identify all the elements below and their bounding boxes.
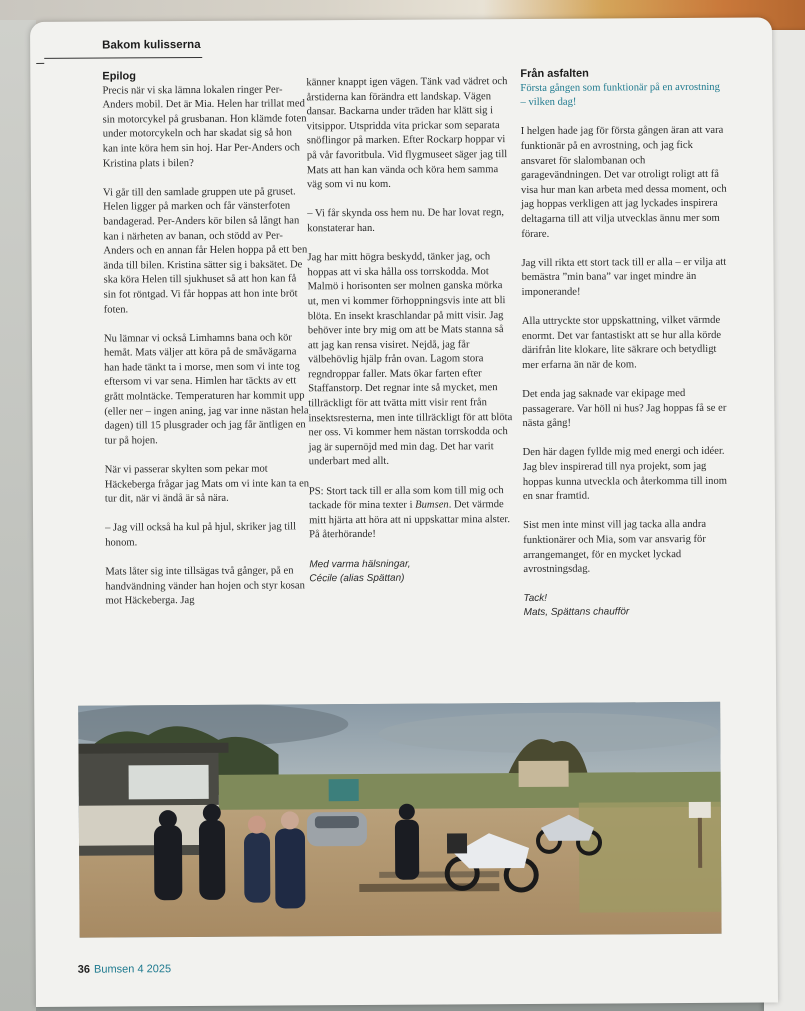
column-fran-asfalten (520, 66, 729, 621)
paragraph: Nu lämnar vi också Limhamns bana och kör hemåt. Mats väljer att köra på de småvägarna han hade tänkt ta i morse, men som vi inte tog eftersom vi var sena. Himlen har täckts av ett grått molntäcke. Temperaturen har kommit upp (eller ner – ingen aning, jag var inne nästan hela dagen) till 15 plusgrader och jag får äntligen en tur på hojen. (103, 332, 309, 447)
photo-motorcycle-track (78, 702, 721, 938)
article-heading-epilog: Epilog (102, 70, 136, 83)
paragraph: Det enda jag saknade var ekipage med passagerare. Var höll ni hus? Jag hoppas få se er nästa gång! (522, 388, 727, 430)
paragraph: I helgen hade jag för första gången äran att vara funktionär på en avrostning, och jag fick ansvaret för slalombanan och garagevändningen. Det var otroligt roligt att få visa hur man kan arbeta med dessa moment, och jag hoppas verkligen att jag lyckades inspirera deltagarna till att vilja utvecklas ännu mer som förare. (520, 125, 727, 240)
paragraph: Jag vill rikta ett stort tack till er alla – er vilja att bemästra ”min bana” var inget mindre än imponerande! (521, 256, 727, 298)
column-epilog (102, 68, 311, 624)
ps-text: PS: Stort tack till er alla som kom till mig och tackade för mina texter i (308, 484, 504, 512)
paragraph: känner knappt igen vägen. Tänk vad vädret och årstiderna kan förändra ett landskap. Vägen dansar. Backarna under träden har klätt sig i vitsippor. Utspridda vita prickar som separata snöflingor på marken. Efter Rockarp hoppar vi på vår favoritbula. Vid flygmuseet säger jag till Mats att han kan vända och köra hem samma väg som vi nu kom. (306, 76, 508, 191)
paragraph: Precis när vi ska lämna lokalen ringer Per-Anders mobil. Det är Mia. Helen har trillat med sin motorcykel på grusbanan. Hon klämde foten under motorcykeln och har skadat sig så hon kan inte köra hem sin hoj. Har Per-Anders och Kristina plats i bilen? (102, 84, 307, 170)
article-heading-fran-asfalten: Från asfalten (520, 67, 589, 81)
ps-text: . Det värmde mitt hjärta att höra att ni uppskattar mina alster. På återhörande! (309, 499, 511, 541)
page-number: 36 (77, 963, 91, 976)
paragraph: Den här dagen fyllde mig med energi och idéer. Jag blev inspirerad till nya projekt, som jag hoppas kunna utveckla och återkomma till inom en snar framtid. (522, 446, 728, 503)
signature-author: Cécile (alias Spättan) (309, 572, 405, 584)
paragraph: – Vi får skynda oss hem nu. De har lovat regn, konstaterar han. (307, 207, 505, 235)
page-footer (78, 963, 171, 976)
column-middle (306, 75, 515, 586)
paragraph: Sist men inte minst vill jag tacka alla andra funktionärer och Mia, som var ansvarig för arrangemanget, för en mycket lyckad avrostningsdag. (523, 519, 707, 576)
paragraph: – Jag vill också ha kul på hjul, skriker jag till honom. (105, 521, 297, 549)
signature-greeting: Med varma hälsningar, (309, 558, 411, 570)
paragraph: När vi passerar skylten som pekar mot Häckeberga frågar jag Mats om vi inte kan ta en tur dit, när vi ändå är så nära. (104, 463, 310, 505)
paragraph: Alla uttryckte stor uppskattning, vilket värmde enormt. Det var fantastiskt att se hur alla körde därifrån lite klokare, lite säkrare och betydligt mer erfarna än när de kom. (521, 314, 722, 371)
small-house (519, 761, 569, 787)
paragraph: Vi går till den samlade gruppen ute på gruset. Helen ligger på marken och får vänsterfoten bandagerad. Per-Anders kör bilen så långt han kan i närheten av banan, och stödd av Per-Anders och en annan får Helen hoppa på ett ben ända till bilen. Kristina sätter sig i baksätet. De ska köra Helen till sjukhuset så att hon kan få sin fot röntgad. Vi får hoppas att hon inte bröt foten. (103, 186, 308, 316)
section-rule (44, 57, 202, 59)
magazine-issue: Bumsen 4 2025 (94, 963, 172, 976)
paragraph: Mats låter sig inte tillsägas två gånger, på en handvändning vänder han hojen och styr kosan mot Häckeberga. Jag (105, 565, 305, 607)
magazine-name: Bumsen (415, 499, 449, 511)
section-label: Bakom kulisserna (102, 38, 201, 52)
sign-post (689, 802, 711, 818)
signature-thanks: Tack! (523, 593, 548, 605)
article-lede: Första gången som funktionär på en avrostning – vilken dag! (520, 81, 720, 109)
postscript (309, 484, 515, 544)
paragraph: Jag har mitt högra beskydd, tänker jag, och hoppas att vi ska hålla oss torrskodda. Mot Malmö i horisonten ser molnen ganska mörka ut, men vi kommer förhoppningsvis inte att bli blöta. En insekt kraschlandar på mitt visir. Jag behöver inte bry mig om att be Mats stanna så att jag kan rensa visiret. Nejdå, jag får välbehövlig hjälp från ovan. Lagom stora regndroppar faller. Mats ökar farten efter Staffanstorp. Det regnar inte så mycket, men tillräckligt för att tvätta mitt visir rent från insektsresterna, men inte tillräckligt för att blöta ner oss. Vi kommer hem nästan torrskodda och jag är supernöjd med min dag. Det har varit underbart med allt. (307, 251, 513, 468)
magazine-page (30, 17, 778, 1007)
signature-author: Mats, Spättans chaufför (523, 606, 630, 619)
section-tick (36, 63, 44, 64)
